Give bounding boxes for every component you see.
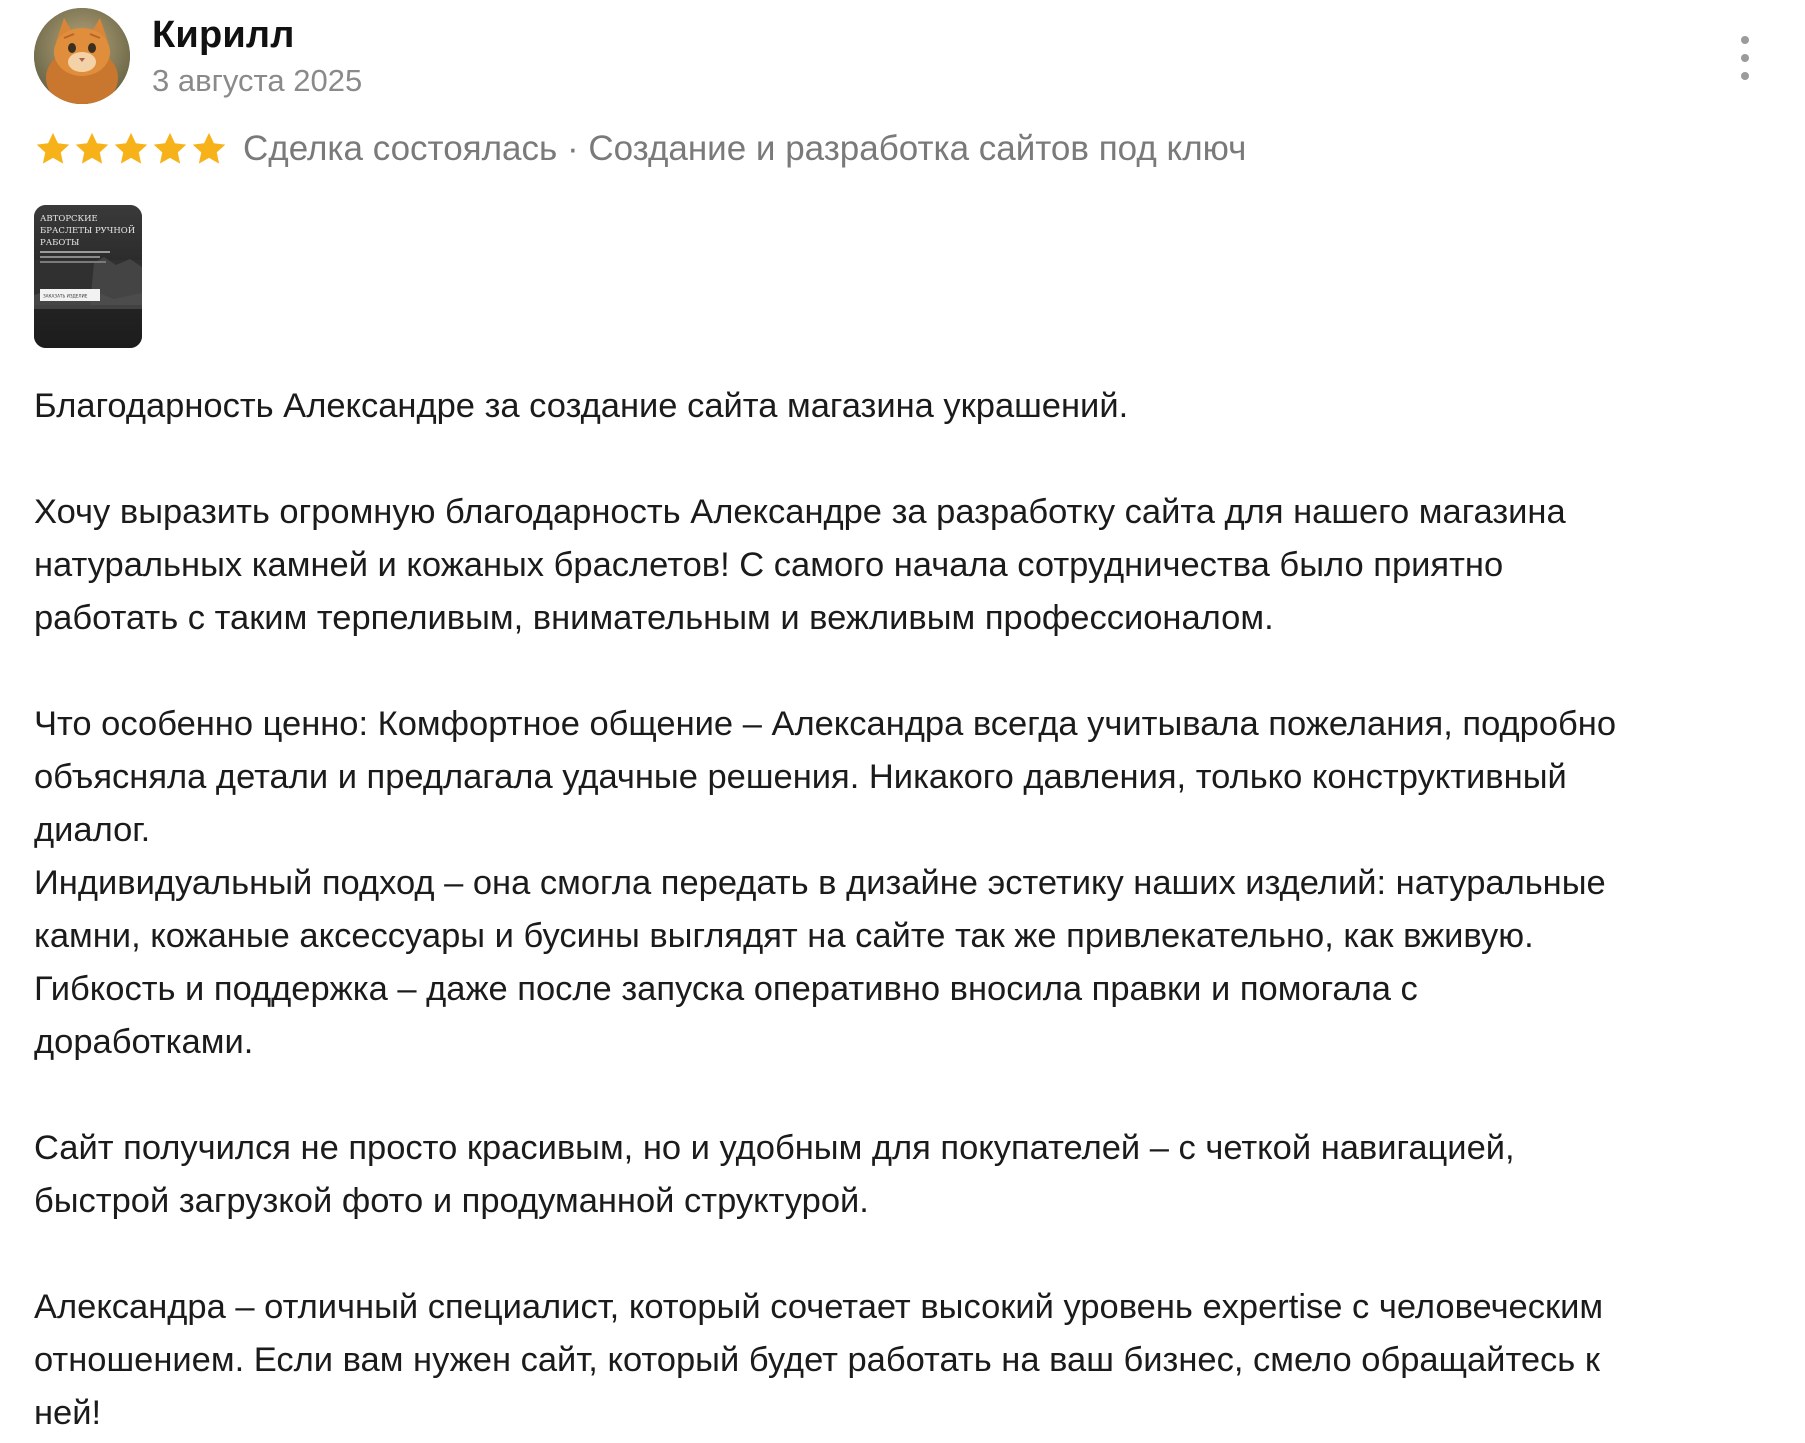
paragraph-gap (34, 1228, 1764, 1281)
review-text-line: Александра – отличный специалист, который сочетает высокий уровень expertise с человеческим (34, 1288, 1604, 1326)
cat-avatar-icon (34, 8, 130, 104)
star-icon (73, 130, 111, 168)
review-text-line: работать с таким терпеливым, внимательным и вежливым профессионалом. (34, 599, 1274, 637)
more-vertical-icon-dot (1741, 54, 1749, 62)
review-text-line: ней! (34, 1394, 102, 1432)
more-vertical-icon (1741, 36, 1749, 44)
author-block (152, 13, 362, 99)
review-text-line: объясняла детали и предлагала удачные решения. Никакого давления, только конструктивный (34, 758, 1567, 796)
review-text-line: доработками. (34, 1023, 254, 1061)
review-text-line: отношением. Если вам нужен сайт, который будет работать на ваш бизнес, смело обращайтесь к (34, 1341, 1600, 1379)
avatar[interactable] (34, 8, 130, 104)
attachment-title-line-1: АВТОРСКИЕ (40, 214, 98, 224)
more-options-button[interactable] (1731, 36, 1759, 80)
review-date: 3 августа 2025 (152, 63, 363, 98)
paragraph-gap (34, 1069, 1764, 1122)
attachment-title-line-2: БРАСЛЕТЫ РУЧНОЙ (40, 226, 136, 236)
review-text-line: камни, кожаные аксессуары и бусины выглядят на сайте так же привлекательно, как вживую. (34, 917, 1534, 955)
attachment-thumbnail[interactable] (34, 205, 142, 348)
review-text-line: Сайт получился не просто красивым, но и удобным для покупателей – с четкой навигацией, (34, 1129, 1515, 1167)
paragraph-gap (34, 645, 1764, 698)
star-rating (34, 130, 229, 168)
author-name[interactable]: Кирилл (152, 14, 295, 56)
paragraph-gap (34, 433, 1764, 486)
review-header (34, 8, 362, 104)
review-text-line: Гибкость и поддержка – даже после запуска оперативно вносила правки и помогала с (34, 970, 1418, 1008)
deal-status-text: Сделка состоялась · Создание и разработка сайтов под ключ (243, 129, 1247, 168)
review-text-line: натуральных камней и кожаных браслетов! С самого начала сотрудничества было приятно (34, 546, 1504, 584)
review-text-line: Что особенно ценно: Комфортное общение – Александра всегда учитывала пожелания, подробно (34, 705, 1617, 743)
review-text-line: диалог. (34, 811, 151, 849)
star-icon (190, 130, 228, 168)
rating-row (34, 126, 1246, 172)
more-vertical-icon-dot (1741, 72, 1749, 80)
website-screenshot-image (34, 205, 142, 348)
review-body (34, 380, 1764, 1440)
star-icon (151, 130, 189, 168)
star-icon (34, 130, 72, 168)
review-text-line: быстрой загрузкой фото и продуманной структурой. (34, 1182, 869, 1220)
star-icon (112, 130, 150, 168)
attachment-title-line-3: РАБОТЫ (40, 238, 80, 248)
attachment-cta-label: ЗАКАЗАТЬ ИЗДЕЛИЕ (43, 293, 88, 299)
review-text-line: Хочу выразить огромную благодарность Александре за разработку сайта для нашего магазина (34, 493, 1566, 531)
review-text-line: Благодарность Александре за создание сайта магазина украшений. (34, 387, 1129, 425)
review-text-line: Индивидуальный подход – она смогла передать в дизайне эстетику наших изделий: натуральные (34, 864, 1606, 902)
